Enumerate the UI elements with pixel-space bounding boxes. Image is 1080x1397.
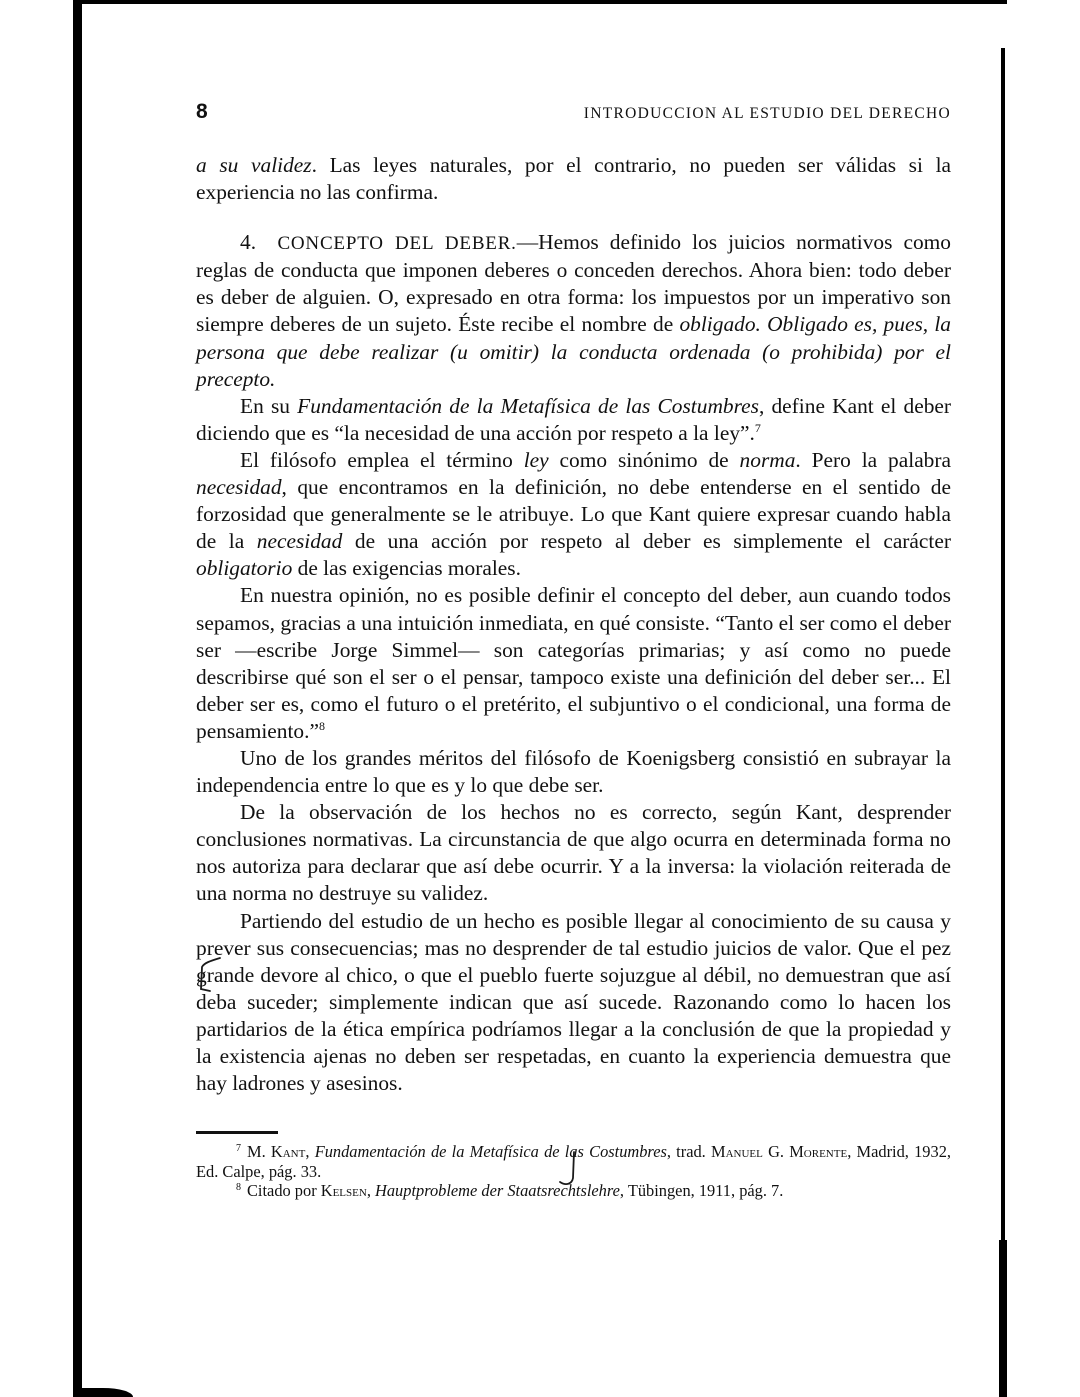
section-number: 4. bbox=[240, 230, 278, 255]
text-run: de una acción por respeto al deber es simplemente el carácter bbox=[342, 529, 951, 554]
text-run: de las exigencias morales. bbox=[292, 556, 521, 581]
text-run: Citado por bbox=[247, 1181, 321, 1201]
footnote bbox=[196, 1142, 951, 1181]
footnote-number: 8 bbox=[236, 1181, 241, 1193]
text-run: como sinónimo de bbox=[548, 447, 740, 472]
footnote-reference[interactable]: 7 bbox=[754, 420, 761, 435]
paragraph-bracketed bbox=[196, 908, 951, 1098]
paragraph bbox=[196, 582, 951, 745]
section-title: CONCEPTO DEL DEBER. bbox=[277, 233, 517, 255]
footnote-rule bbox=[196, 1131, 278, 1134]
italic-text: Hauptprobleme der Staatsrechtslehre bbox=[375, 1181, 620, 1201]
italic-text: necesidad bbox=[256, 529, 343, 554]
page-number: 8 bbox=[196, 100, 208, 123]
scan-border-bottom-corner bbox=[73, 1388, 133, 1397]
text-run: , define Kant el deber diciendo que es “la necesidad de una acción por respeto a la ley”. bbox=[196, 393, 952, 445]
text-run: , Madrid, 1932, Ed. Calpe, pág. 33. bbox=[196, 1142, 951, 1181]
italic-text: Fundamentación de la Metafísica de las Costumbres bbox=[314, 1142, 667, 1162]
text-run: , que encontramos en la definición, no debe entenderse en el sentido de forzosidad que generalmente se le atribuye. Lo que Kant quiere expresar cuando habla de la bbox=[196, 475, 951, 554]
text-run: Partiendo del estudio de un hecho es posible llegar al conocimiento de su causa y prever sus consecuencias; mas no desprender de tal estudio juicios de valor. Que el pez grande devore al chico, o que el pueblo fuerte sojuzgue al débil, no demuestran que así deba suceder; simplemente indican que así sucede. Razonando como lo hacen los partidarios de la ética empírica podríamos llegar a la conclusión de que la propiedad y la existencia ajenas no deben ser respetadas, en cuanto la experiencia demuestra que hay ladrones y asesinos. bbox=[196, 908, 951, 1096]
body-text bbox=[196, 152, 951, 1097]
small-caps-text: Kant bbox=[270, 1142, 306, 1162]
paragraph bbox=[196, 447, 951, 582]
scan-border-left bbox=[73, 0, 82, 1397]
running-title: INTRODUCCION AL ESTUDIO DEL DERECHO bbox=[583, 105, 951, 122]
scan-border-right-lower bbox=[999, 1240, 1007, 1397]
italic-text: obligado. Obligado es, pues, la persona que debe realizar (u omitir) la conducta ordenada (o prohibida) por el precepto. bbox=[196, 312, 951, 391]
text-run: . Pero la palabra bbox=[795, 447, 951, 472]
scan-border-right bbox=[1001, 48, 1005, 1397]
italic-text: a su validez bbox=[196, 153, 312, 177]
text-run: M. bbox=[247, 1142, 271, 1162]
section-paragraph bbox=[196, 229, 951, 393]
small-caps-text: Kelsen bbox=[320, 1181, 367, 1201]
paragraph bbox=[196, 745, 951, 799]
footnote-number: 7 bbox=[236, 1142, 241, 1154]
text-run: De la observación de los hechos no es correcto, según Kant, desprender conclusiones normativas. La circunstancia de que algo ocurra en determinada forma no nos autoriza para declarar que así debe ocurrir. Y a la inversa: la violación reiterada de una norma no destruye su validez. bbox=[196, 800, 951, 906]
italic-text: obligatorio bbox=[196, 556, 293, 581]
paragraph bbox=[196, 799, 951, 907]
text-run: En su bbox=[240, 393, 298, 418]
book-page bbox=[196, 100, 951, 1201]
text-run: , bbox=[366, 1181, 376, 1201]
text-run: . Las leyes naturales, por el contrario, no pueden ser válidas si la experiencia no las confirma. bbox=[196, 153, 952, 205]
italic-text: Fundamentación de la Metafísica de las Costumbres bbox=[297, 393, 759, 418]
small-caps-text: Manuel G. Morente bbox=[711, 1142, 848, 1162]
italic-text: necesidad bbox=[196, 475, 282, 500]
footnote bbox=[196, 1181, 951, 1201]
scan-border-top bbox=[73, 0, 1007, 4]
text-run: Uno de los grandes méritos del filósofo de Koenigsberg consistió en subrayar la independencia entre lo que es y lo que debe ser. bbox=[196, 745, 951, 798]
italic-text: norma bbox=[739, 447, 796, 472]
italic-text: ley bbox=[523, 447, 549, 472]
paragraph bbox=[196, 393, 951, 447]
footnote-reference[interactable]: 8 bbox=[318, 718, 325, 733]
text-run: —Hemos definido los juicios normativos como reglas de conducta que imponen deberes o conceden derechos. Ahora bien: todo deber es deber de alguien. O, expresado en otra forma: los impuestos por un imperativo son siempre deberes de un sujeto. Éste recibe el nombre de bbox=[196, 230, 951, 337]
text-run: En nuestra opinión, no es posible definir el concepto del deber, aun cuando todos sepamos, gracias a una intuición inmediata, en qué consiste. “Tanto el ser como el deber ser —escribe Jorge Simmel— son categorías primarias; y así como no puede describirse qué son el ser o el pensar, tampoco existe una definición del deber ser... El deber ser es, como el futuro o el pretérito, el subjuntivo o el condicional, una forma de pensamiento.” bbox=[196, 583, 951, 743]
footnotes bbox=[196, 1142, 951, 1201]
text-run: , trad. bbox=[666, 1142, 711, 1162]
text-run: El filósofo emplea el término bbox=[240, 447, 524, 472]
text-run: , bbox=[305, 1142, 315, 1162]
text-run: , Tübingen, 1911, pág. 7. bbox=[619, 1181, 784, 1201]
paragraph bbox=[196, 152, 951, 206]
running-head bbox=[196, 100, 951, 130]
